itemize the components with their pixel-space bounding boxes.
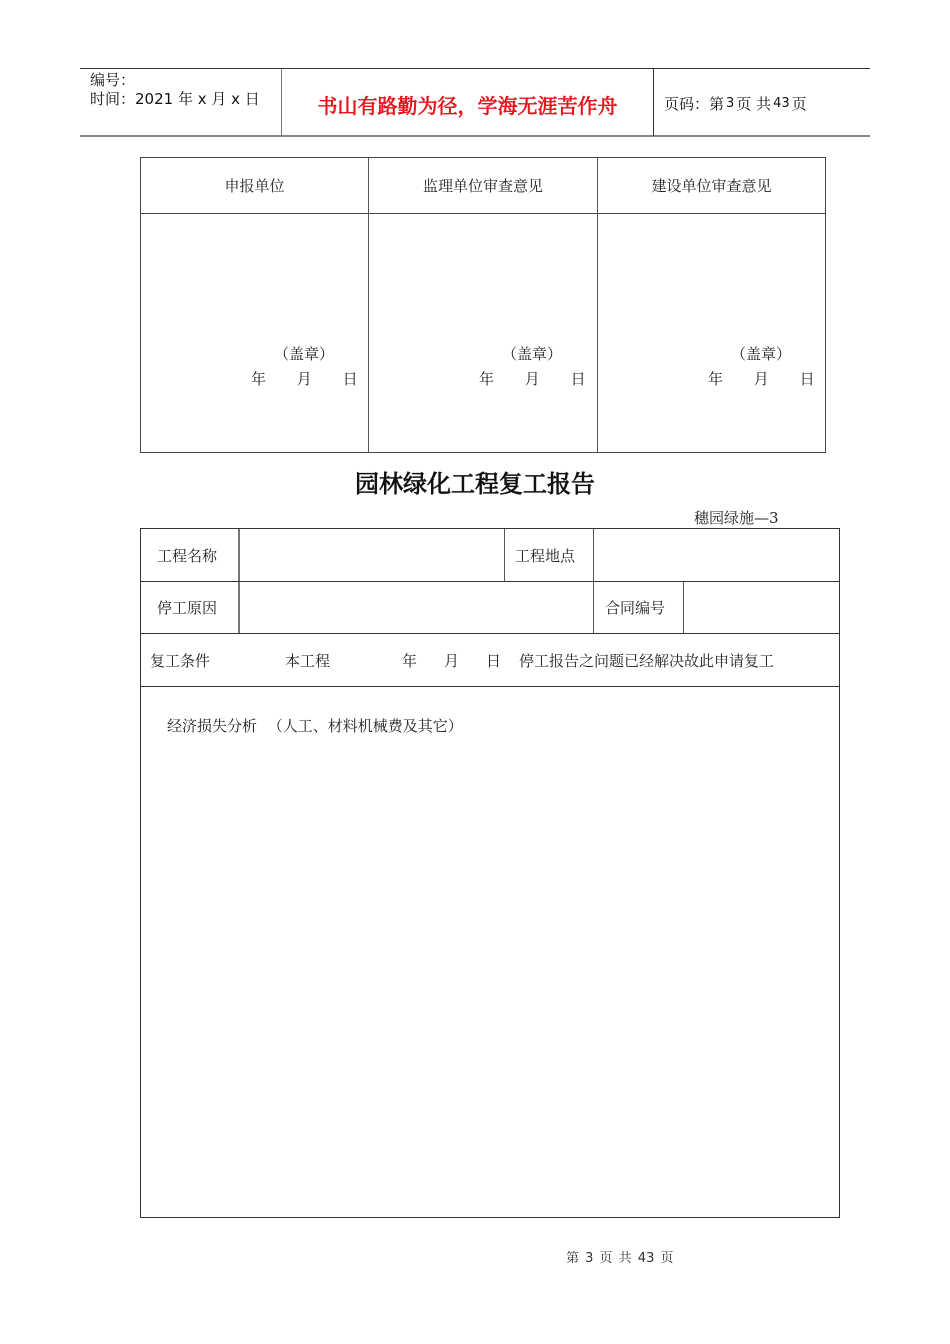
resume-day-label: 日 (486, 651, 502, 670)
form-code: 穗园绿施—3 (694, 509, 779, 527)
row-resume-condition (141, 634, 839, 687)
page-title: 园林绿化工程复工报告 (355, 470, 595, 498)
resume-year-label: 年 (402, 651, 418, 670)
serial-label: 编号： (90, 71, 136, 89)
date-line (251, 368, 358, 389)
resume-month-label: 月 (444, 651, 460, 670)
column-heading: 申报单位 (141, 158, 368, 214)
month-label: 月 (296, 370, 312, 388)
contract-no-label: 合同编号 (605, 599, 666, 617)
applicant-column (141, 158, 369, 452)
row-project-name (141, 529, 839, 582)
header-meta (80, 69, 282, 136)
header-motto: 书山有路勤为径，学海无涯苦作舟 (282, 69, 654, 136)
page-suffix: 页 (791, 95, 807, 113)
seal-label: （盖章） (274, 345, 335, 363)
approval-signature-table (140, 157, 826, 453)
document-header (80, 68, 870, 137)
divider (593, 582, 594, 633)
stop-reason-label: 停工原因 (157, 599, 218, 617)
economic-loss-note: （人工、材料机械费及其它） (267, 717, 463, 735)
month-label: 月 (524, 370, 540, 388)
year-label: 年 (479, 370, 495, 388)
column-heading: 监理单位审查意见 (369, 158, 597, 214)
seal-label: （盖章） (502, 345, 563, 363)
year-label: 年 (251, 370, 267, 388)
page-prefix: 页码：第 (664, 95, 725, 113)
resume-report-form (140, 528, 840, 1218)
time-label: 时间：2021 年 x 月 x 日 (90, 90, 260, 108)
project-name-label: 工程名称 (157, 546, 218, 565)
stop-reason-field[interactable] (240, 582, 593, 633)
day-label: 日 (799, 370, 815, 388)
day-label: 日 (342, 370, 358, 388)
page-footer: 第 3 页 共 43 页 (566, 1251, 674, 1266)
page-total: 43 (773, 96, 790, 111)
day-label: 日 (570, 370, 586, 388)
divider (504, 529, 505, 581)
seal-label: （盖章） (731, 345, 792, 363)
year-label: 年 (708, 370, 724, 388)
date-line (479, 368, 586, 389)
column-heading: 建设单位审查意见 (598, 158, 825, 214)
page-current: 3 (726, 96, 735, 111)
date-line (708, 368, 815, 389)
header-page-info (654, 69, 870, 136)
economic-loss-heading (167, 715, 463, 736)
economic-loss-label: 经济损失分析 (167, 717, 258, 735)
project-location-field[interactable] (594, 529, 839, 581)
resume-statement: 停工报告之问题已经解决故此申请复工 (519, 651, 775, 670)
month-label: 月 (753, 370, 769, 388)
page-mid: 页 共 (736, 95, 772, 113)
resume-condition-prefix: 本工程 (285, 651, 331, 670)
contract-no-field[interactable] (684, 582, 839, 633)
row-stop-reason (141, 582, 839, 634)
owner-column (598, 158, 825, 452)
supervisor-column (369, 158, 598, 452)
resume-condition-label: 复工条件 (150, 651, 211, 670)
project-location-label: 工程地点 (515, 546, 576, 565)
project-name-field[interactable] (240, 529, 504, 581)
